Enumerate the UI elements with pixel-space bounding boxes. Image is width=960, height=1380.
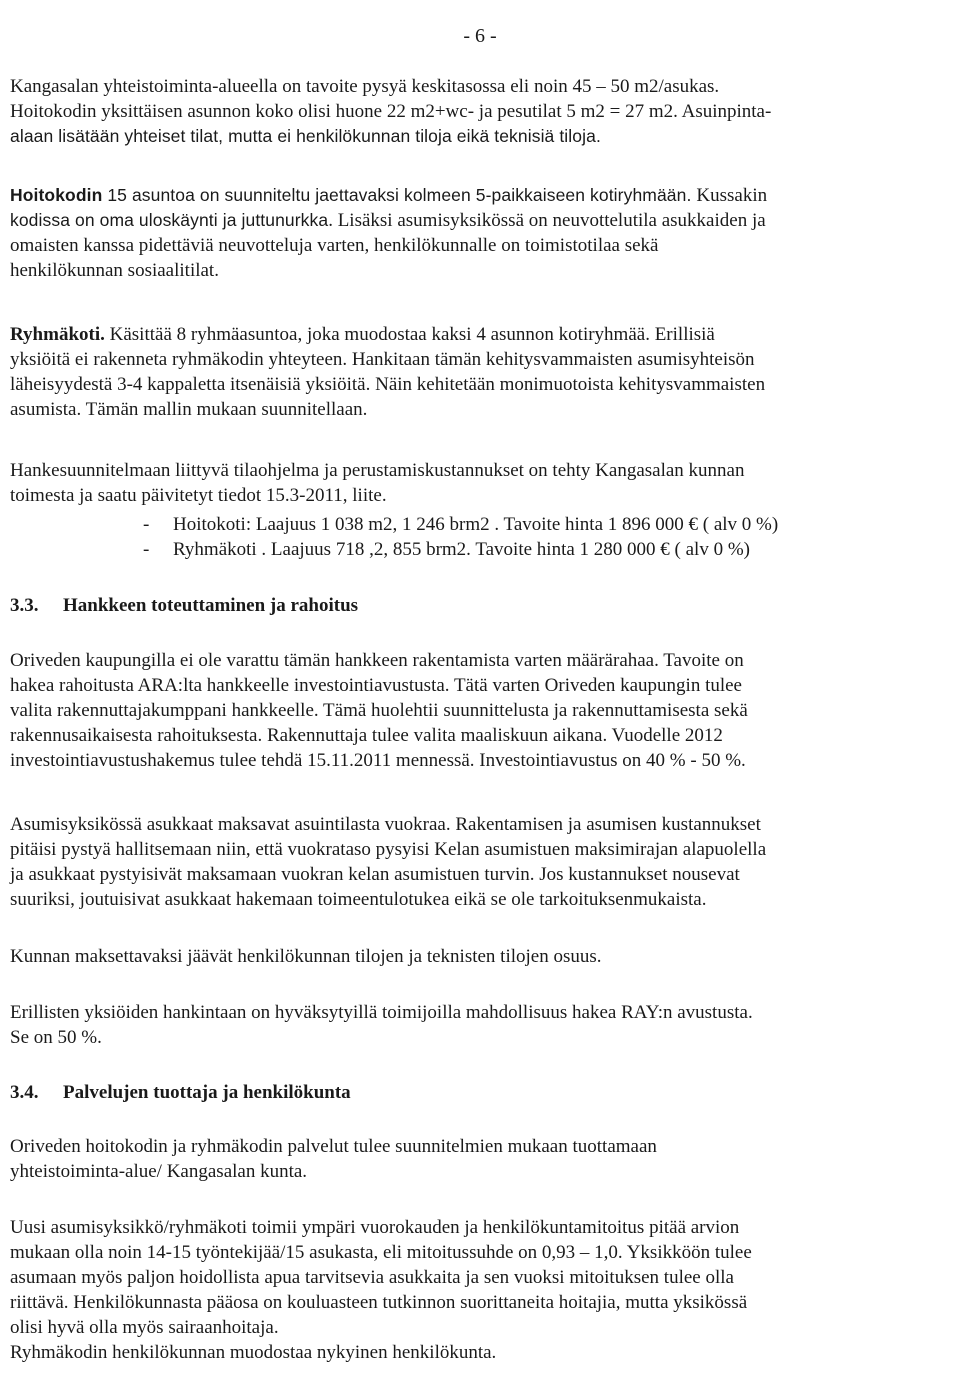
list-item bbox=[143, 537, 778, 562]
paragraph-area-per-resident bbox=[10, 74, 940, 149]
cost-list bbox=[143, 512, 778, 562]
text-line: Kangasalan yhteistoiminta-alueella on tavoite pysyä keskitasossa eli noin 45 – 50 m2/asukas. bbox=[10, 76, 720, 97]
text-line: pitäisi pystyä hallitsemaan niin, että vuokrataso pysyisi Kelan asumistuen maksimirajan alapuolella bbox=[10, 839, 767, 860]
text-line: asumaan myös paljon hoidollista apua tarvitsevia asukkaita ja sen vuoksi mitoituksen tulee olla bbox=[10, 1267, 734, 1288]
list-dash: - bbox=[143, 539, 150, 560]
paragraph-lead: Hoitokodin bbox=[10, 185, 103, 205]
paragraph-hoitokoti bbox=[10, 183, 940, 283]
list-dash: - bbox=[143, 514, 150, 535]
text-line: Se on 50 %. bbox=[10, 1027, 102, 1048]
text-run: 15 asuntoa on suunniteltu jaettavaksi kolmeen 5-paikkaiseen kotiryhmään. bbox=[102, 185, 697, 205]
text-line: ja asukkaat pystyisivät maksamaan vuokran kelan asumistuen turvin. Jos kustannukset nousevat bbox=[10, 864, 740, 885]
text-line bbox=[10, 183, 940, 208]
text-line bbox=[10, 208, 940, 233]
text-line: Erillisten yksiöiden hankintaan on hyväksytyillä toimijoilla mahdollisuus hakea RAY:n avustusta. bbox=[10, 1002, 753, 1023]
text-line: omaisten kanssa pidettäviä neuvotteluja varten, henkilökunnalle on toimistotilaa sekä bbox=[10, 235, 659, 256]
paragraph-staffing bbox=[10, 1215, 940, 1365]
text-line: Ryhmäkodin henkilökunnan muodostaa nykyinen henkilökunta. bbox=[10, 1342, 497, 1363]
text-line: asumista. Tämän mallin mukaan suunnitellaan. bbox=[10, 399, 368, 420]
paragraph-lead: Ryhmäkoti. bbox=[10, 324, 105, 345]
paragraph-rent bbox=[10, 812, 940, 912]
text-line: yhteistoiminta-alue/ Kangasalan kunta. bbox=[10, 1161, 308, 1182]
section-number: 3.3. bbox=[10, 595, 39, 616]
text-run: Käsittää 8 ryhmäasuntoa, joka muodostaa kaksi 4 asunnon kotiryhmää. Erillisiä bbox=[104, 324, 715, 345]
text-line: suuriksi, joutuisivat asukkaat hakemaan toimeentulotukea eikä se ole tarkoituksenmukaista. bbox=[10, 889, 707, 910]
text-line: Oriveden kaupungilla ei ole varattu tämän hankkeen rakentamista varten määrärahaa. Tavoite on bbox=[10, 650, 744, 671]
text-line: henkilökunnan sosiaalitilat. bbox=[10, 260, 219, 281]
section-heading-3-3 bbox=[10, 593, 358, 618]
text-line: hakea rahoitusta ARA:lta hankkeelle investointiavustusta. Tätä varten Oriveden kaupungin tulee bbox=[10, 675, 742, 696]
text-line: valita rakennuttajakumppani hankkeelle. Tämä huolehtii suunnittelusta ja rakennuttamisesta sekä bbox=[10, 700, 748, 721]
text-line: Asumisyksikössä asukkaat maksavat asuintilasta vuokraa. Rakentamisen ja asumisen kustannukset bbox=[10, 814, 761, 835]
text-line: alaan lisätään yhteiset tilat, mutta ei henkilökunnan tiloja eikä teknisiä tiloja. bbox=[10, 126, 601, 146]
text-line: rakennusaikaisesta rahoituksesta. Rakennuttaja tulee valita maaliskuun aikana. Vuodelle 2012 bbox=[10, 725, 723, 746]
section-title: Palvelujen tuottaja ja henkilökunta bbox=[63, 1082, 351, 1103]
text-run: Kussakin bbox=[696, 185, 768, 206]
list-item-text: Hoitokoti: Laajuus 1 038 m2, 1 246 brm2 . Tavoite hinta 1 896 000 € ( alv 0 %) bbox=[173, 514, 779, 535]
text-line: olisi hyvä olla myös sairaanhoitaja. bbox=[10, 1317, 279, 1338]
text-line: investointiavustushakemus tulee tehdä 15.11.2011 mennessä. Investointiavustus on 40 % - 50 %. bbox=[10, 750, 746, 771]
text-line: mukaan olla noin 14-15 työntekijää/15 asukasta, eli mitoitussuhde on 0,93 – 1,0. Yksikköön tulee bbox=[10, 1242, 752, 1263]
text-line: Hankesuunnitelmaan liittyvä tilaohjelma ja perustamiskustannukset on tehty Kangasalan kunnan bbox=[10, 460, 745, 481]
text-line: Kunnan maksettavaksi jäävät henkilökunnan tilojen ja teknisten tilojen osuus. bbox=[10, 946, 602, 967]
text-line: Uusi asumisyksikkö/ryhmäkoti toimii ympäri vuorokauden ja henkilökuntamitoitus pitää arvion bbox=[10, 1217, 740, 1238]
text-line: Hoitokodin yksittäisen asunnon koko olisi huone 22 m2+wc- ja pesutilat 5 m2 = 27 m2. Asuinpinta- bbox=[10, 101, 772, 122]
page-number: - 6 - bbox=[463, 25, 497, 47]
paragraph-service-provider bbox=[10, 1134, 940, 1184]
list-item bbox=[143, 512, 778, 537]
section-number: 3.4. bbox=[10, 1082, 39, 1103]
text-line: yksiöitä ei rakenneta ryhmäkodin yhteyteen. Hankitaan tämän kehitysvammaisten asumisyhteisön bbox=[10, 349, 755, 370]
paragraph-ryhmakoti bbox=[10, 322, 940, 422]
section-heading-3-4 bbox=[10, 1080, 351, 1105]
text-line bbox=[10, 322, 940, 347]
text-line: toimesta ja saatu päivitetyt tiedot 15.3-2011, liite. bbox=[10, 485, 387, 506]
text-line: läheisyydestä 3-4 kappaletta itsenäisiä yksiöitä. Näin kehitetään monimuotoista kehitysvammaisten bbox=[10, 374, 766, 395]
paragraph-funding bbox=[10, 648, 940, 773]
section-title: Hankkeen toteuttaminen ja rahoitus bbox=[63, 595, 359, 616]
paragraph-municipality-costs bbox=[10, 944, 940, 969]
list-item-text: Ryhmäkoti . Laajuus 718 ,2, 855 brm2. Tavoite hinta 1 280 000 € ( alv 0 %) bbox=[173, 539, 750, 560]
paragraph-space-program bbox=[10, 458, 940, 508]
text-line: Oriveden hoitokodin ja ryhmäkodin palvelut tulee suunnitelmien mukaan tuottamaan bbox=[10, 1136, 657, 1157]
text-run: kodissa on oma uloskäynti ja juttunurkka bbox=[10, 210, 329, 230]
paragraph-ray-grant bbox=[10, 1000, 940, 1050]
text-line: riittävä. Henkilökunnasta pääosa on kouluasteen tutkinnon suorittaneita hoitajia, mutta yksikössä bbox=[10, 1292, 748, 1313]
text-run: . Lisäksi asumisyksikössä on neuvottelutila asukkaiden ja bbox=[328, 210, 766, 231]
